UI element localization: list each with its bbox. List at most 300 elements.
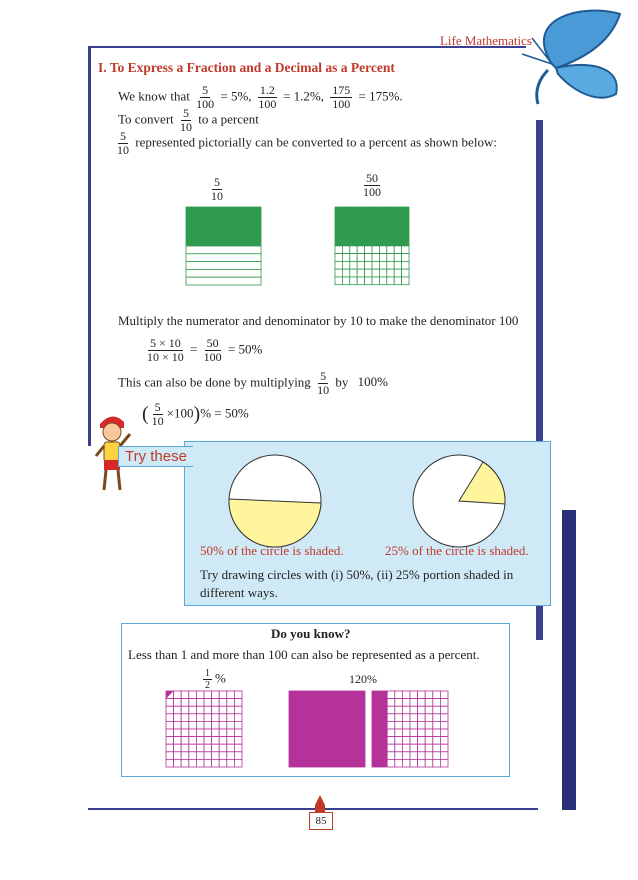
grid-cell	[335, 691, 343, 699]
grid-cell	[380, 737, 388, 745]
grid-cell	[440, 699, 448, 707]
grid-cell	[357, 759, 365, 767]
fraction-denominator: 10	[317, 383, 330, 397]
grid-cell	[402, 238, 409, 246]
grid-cell	[372, 246, 379, 254]
grid-cell	[342, 246, 349, 254]
grid-cell	[335, 699, 343, 707]
grid-cell	[372, 238, 379, 246]
grid-cell	[312, 737, 320, 745]
grid-cell	[350, 729, 358, 737]
grid-cell	[350, 246, 357, 254]
grid-cell	[196, 706, 204, 714]
grid-cell	[181, 691, 189, 699]
grid-cell	[297, 714, 305, 722]
grid-cell	[402, 269, 409, 277]
grid-cell	[372, 207, 379, 215]
fraction-numerator: 5	[183, 106, 190, 120]
grid-cell	[304, 752, 312, 760]
grid-cell	[357, 269, 364, 277]
grid-cell	[350, 706, 358, 714]
value-text: = 1.2%,	[283, 88, 324, 104]
try-these-label: Try these	[118, 446, 193, 467]
grid-cell	[379, 246, 386, 254]
grid-cell	[350, 254, 357, 262]
grid-cell	[418, 744, 426, 752]
grid-cell	[433, 744, 441, 752]
grid-cell	[219, 721, 227, 729]
grid-cell	[440, 706, 448, 714]
grid-cell	[342, 699, 350, 707]
grid-cell	[189, 706, 197, 714]
grid-cell	[335, 729, 343, 737]
twenty-percent-grid	[371, 690, 449, 768]
grid-cell	[350, 759, 358, 767]
grid-cell	[387, 254, 394, 262]
grid-cell	[372, 269, 379, 277]
grid-cell	[410, 699, 418, 707]
grid-cell	[433, 729, 441, 737]
grid-cell	[410, 737, 418, 745]
grid-cell	[350, 691, 358, 699]
grid-cell	[350, 223, 357, 231]
grid-cell	[394, 207, 401, 215]
grid-cell	[402, 699, 410, 707]
grid-cell	[319, 691, 327, 699]
grid-cell	[350, 215, 357, 223]
grid-cell	[297, 699, 305, 707]
grid-cell	[219, 714, 227, 722]
fraction-numerator: 5	[320, 369, 327, 383]
grid-cell	[227, 729, 235, 737]
grid-cell	[387, 729, 395, 737]
do-you-know-text: Less than 1 and more than 100 can also be represented as a percent.	[128, 647, 480, 662]
grid-cell	[289, 699, 297, 707]
fraction-numerator: 50	[366, 171, 378, 185]
grid-cell	[327, 737, 335, 745]
grid-cell	[212, 737, 220, 745]
also-line	[118, 370, 388, 397]
grid-cell	[227, 699, 235, 707]
grid-cell	[312, 721, 320, 729]
grid-cell	[402, 721, 410, 729]
grid-cell	[327, 729, 335, 737]
value-text: = 5%,	[220, 88, 252, 104]
grid-cell	[297, 744, 305, 752]
grid-cell	[357, 714, 365, 722]
page-frame-right-accent	[562, 510, 576, 810]
grid-cell	[312, 752, 320, 760]
grid-cell	[189, 691, 197, 699]
times-100-text: ×100	[166, 405, 194, 421]
fraction-denominator: 10	[151, 414, 164, 428]
grid-cell	[227, 706, 235, 714]
grid-cell	[357, 721, 365, 729]
grid-cell	[418, 714, 426, 722]
hundredths-grid-figure	[334, 206, 410, 286]
grid-cell	[312, 714, 320, 722]
grid-cell	[394, 223, 401, 231]
grid-cell	[410, 759, 418, 767]
grid-cell	[189, 744, 197, 752]
grid-cell	[394, 246, 401, 254]
grid-cell	[196, 737, 204, 745]
grid-cell	[181, 706, 189, 714]
grid-cell	[189, 699, 197, 707]
grid-cell	[380, 714, 388, 722]
grid-cell	[227, 737, 235, 745]
grid-cell	[234, 699, 242, 707]
grid-cell	[289, 721, 297, 729]
grid-cell	[304, 699, 312, 707]
grid-cell	[365, 261, 372, 269]
grid-cell	[289, 752, 297, 760]
grid-cell	[204, 759, 212, 767]
section-heading: I. To Express a Fraction and a Decimal as a Percent	[98, 60, 395, 75]
grid-cell	[387, 699, 395, 707]
grid-cell	[410, 744, 418, 752]
grid-cell	[181, 744, 189, 752]
grid-cell	[342, 277, 349, 285]
grid-cell	[189, 714, 197, 722]
grid-cell	[350, 744, 358, 752]
grid-cell	[379, 277, 386, 285]
grid-cell	[418, 737, 426, 745]
grid-cell	[342, 207, 349, 215]
grid-cell	[425, 721, 433, 729]
grid-cell	[357, 752, 365, 760]
grid-cell	[372, 729, 380, 737]
grid-cell	[174, 759, 182, 767]
grid-cell	[204, 737, 212, 745]
grid-cell	[166, 729, 174, 737]
grid-cell	[319, 737, 327, 745]
grid-cell	[395, 729, 403, 737]
grid-cell	[289, 744, 297, 752]
grid-cell	[181, 759, 189, 767]
grid-cell	[350, 230, 357, 238]
grid-cell	[365, 223, 372, 231]
grid-cell	[365, 269, 372, 277]
grid-cell	[357, 230, 364, 238]
grid-cell	[433, 714, 441, 722]
grid-cell	[335, 277, 342, 285]
fraction-denominator: 10	[211, 189, 223, 203]
grid-cell	[410, 706, 418, 714]
grid-cell	[440, 714, 448, 722]
strip-row	[186, 223, 261, 231]
strip-row	[186, 277, 261, 285]
grid-cell	[289, 706, 297, 714]
strip-row	[186, 238, 261, 246]
grid-cell	[335, 759, 343, 767]
grid-cell	[357, 729, 365, 737]
grid-cell	[387, 269, 394, 277]
grid-cell	[418, 752, 426, 760]
grid-cell	[342, 714, 350, 722]
grid-cell	[418, 706, 426, 714]
strip-row	[186, 230, 261, 238]
grid-cell	[212, 691, 220, 699]
grid-cell	[372, 699, 380, 707]
grid-cell	[379, 261, 386, 269]
grid-cell	[181, 721, 189, 729]
grid-cell	[166, 744, 174, 752]
fraction-numerator: 1.2	[259, 83, 275, 97]
grid-cell	[425, 744, 433, 752]
grid-cell	[342, 269, 349, 277]
grid-cell	[350, 238, 357, 246]
grid-cell	[387, 223, 394, 231]
grid-cell	[219, 759, 227, 767]
grid-cell	[196, 691, 204, 699]
grid-cell	[227, 714, 235, 722]
multiply-instruction: Multiply the numerator and denominator by 10 to make the denominator 100	[118, 313, 519, 328]
grid-cell	[350, 752, 358, 760]
grid-cell	[387, 706, 395, 714]
grid-cell	[312, 744, 320, 752]
convert-prefix: To convert	[118, 111, 174, 127]
grid-cell	[402, 277, 409, 285]
grid-cell	[166, 721, 174, 729]
grid-cell	[425, 714, 433, 722]
grid-cell	[380, 752, 388, 760]
grid-cell	[402, 729, 410, 737]
fraction-denominator: 100	[332, 97, 351, 111]
tenths-strip-figure	[185, 206, 263, 286]
grid-cell	[319, 752, 327, 760]
fraction-denominator: 10	[117, 143, 129, 157]
grid-cell	[350, 269, 357, 277]
grid-cell	[219, 706, 227, 714]
caption-half: 50% of the circle is shaded.	[200, 543, 344, 558]
do-you-know-title: Do you know?	[271, 626, 351, 641]
grid-cell	[387, 744, 395, 752]
parenthesis-equation: ( $\frac{5}{10}$ ×100)% = 50%	[142, 400, 249, 428]
grid-cell	[327, 744, 335, 752]
butterfly-icon	[512, 8, 634, 112]
grid-cell	[380, 691, 388, 699]
grid-cell	[181, 729, 189, 737]
grid-cell	[342, 215, 349, 223]
grid-cell	[297, 737, 305, 745]
onetwenty-label: 120%	[349, 672, 377, 686]
grid-cell	[357, 261, 364, 269]
grid-cell	[365, 254, 372, 262]
fraction-denominator: 100	[258, 97, 277, 111]
grid-cell	[234, 706, 242, 714]
grid-cell	[181, 737, 189, 745]
grid-cell	[219, 729, 227, 737]
grid-cell	[212, 744, 220, 752]
grid-cell	[166, 714, 174, 722]
grid-cell	[425, 691, 433, 699]
grid-cell	[402, 714, 410, 722]
grid-cell	[350, 277, 357, 285]
fraction-denominator: 100	[196, 97, 215, 111]
grid-cell	[395, 744, 403, 752]
grid-cell	[166, 706, 174, 714]
grid-cell	[189, 721, 197, 729]
grid-cell	[402, 261, 409, 269]
grid-cell	[402, 223, 409, 231]
grid-cell	[174, 699, 182, 707]
grid-cell	[304, 759, 312, 767]
grid-cell	[372, 759, 380, 767]
grid-cell	[335, 706, 343, 714]
grid-cell	[234, 737, 242, 745]
fraction-5-10	[317, 370, 329, 397]
grid-cell	[357, 737, 365, 745]
grid-cell	[227, 691, 235, 699]
grid-cell	[234, 729, 242, 737]
grid-cell	[372, 744, 380, 752]
grid-cell	[372, 277, 379, 285]
grid-cell	[387, 230, 394, 238]
grid-cell	[174, 729, 182, 737]
grid-cell	[212, 759, 220, 767]
grid-cell	[379, 238, 386, 246]
grid-cell	[342, 737, 350, 745]
grid-cell	[394, 269, 401, 277]
grid-cell	[342, 261, 349, 269]
grid-cell	[357, 215, 364, 223]
grid-cell	[402, 752, 410, 760]
grid-cell	[166, 699, 174, 707]
grid-cell	[204, 729, 212, 737]
grid-cell	[319, 729, 327, 737]
grid-cell	[425, 729, 433, 737]
fraction-denominator: 100	[203, 350, 222, 364]
grid-cell	[234, 744, 242, 752]
grid-cell	[387, 277, 394, 285]
grid-cell	[342, 691, 350, 699]
pencil-icon	[313, 795, 327, 813]
grid-cell	[234, 759, 242, 767]
grid-cell	[335, 238, 342, 246]
grid-cell	[365, 238, 372, 246]
grid-cell	[365, 230, 372, 238]
grid-cell	[433, 737, 441, 745]
grid-cell	[196, 744, 204, 752]
grid-cell	[440, 691, 448, 699]
grid-cell	[335, 230, 342, 238]
grid-cell	[357, 699, 365, 707]
grid-cell	[342, 759, 350, 767]
grid-cell	[380, 759, 388, 767]
caption-quarter: 25% of the circle is shaded.	[385, 543, 529, 558]
fraction-numerator: 5	[120, 129, 126, 143]
equation-line	[144, 337, 262, 364]
grid-cell	[394, 215, 401, 223]
grid-cell	[387, 207, 394, 215]
grid-cell	[342, 729, 350, 737]
grid-cell	[335, 269, 342, 277]
grid-cell	[297, 721, 305, 729]
grid-cell	[387, 714, 395, 722]
grid-cell	[357, 706, 365, 714]
grid-cell	[219, 691, 227, 699]
grid-cell	[387, 238, 394, 246]
grid-cell	[297, 752, 305, 760]
grid-cell	[387, 759, 395, 767]
grid-cell	[304, 729, 312, 737]
grid-cell	[394, 230, 401, 238]
grid-cell	[335, 207, 342, 215]
page-number: 85	[309, 812, 333, 830]
left-figure-label	[208, 176, 226, 203]
grid-cell	[379, 254, 386, 262]
grid-cell	[319, 721, 327, 729]
grid-cell	[394, 254, 401, 262]
try-instruction-line2: different ways.	[200, 585, 278, 600]
grid-cell	[204, 744, 212, 752]
grid-cell	[440, 737, 448, 745]
grid-cell	[395, 714, 403, 722]
grid-cell	[196, 714, 204, 722]
grid-cell	[189, 752, 197, 760]
circle-half-shaded	[226, 452, 324, 550]
grid-cell	[379, 223, 386, 231]
grid-cell	[425, 752, 433, 760]
grid-cell	[212, 752, 220, 760]
grid-cell	[219, 744, 227, 752]
grid-cell	[402, 215, 409, 223]
grid-cell	[433, 699, 441, 707]
grid-cell	[327, 721, 335, 729]
grid-cell	[189, 759, 197, 767]
grid-cell	[289, 759, 297, 767]
convert-suffix: to a percent	[198, 111, 259, 127]
grid-cell	[174, 691, 182, 699]
fraction-denominator: 2	[205, 680, 210, 691]
grid-cell	[342, 752, 350, 760]
grid-cell	[372, 714, 380, 722]
grid-cell	[372, 215, 379, 223]
grid-cell	[297, 706, 305, 714]
fraction-numerator: 5 × 10	[150, 336, 181, 350]
grid-cell	[350, 207, 357, 215]
grid-cell	[440, 759, 448, 767]
grid-cell	[335, 752, 343, 760]
grid-cell	[418, 729, 426, 737]
grid-cell	[440, 744, 448, 752]
grid-cell	[174, 714, 182, 722]
grid-cell	[395, 721, 403, 729]
grid-cell	[410, 714, 418, 722]
grid-cell	[357, 277, 364, 285]
grid-cell	[372, 261, 379, 269]
grid-cell	[319, 759, 327, 767]
grid-cell	[335, 721, 343, 729]
grid-cell	[319, 714, 327, 722]
grid-cell	[387, 261, 394, 269]
grid-cell	[304, 737, 312, 745]
grid-cell	[342, 238, 349, 246]
grid-cell	[380, 729, 388, 737]
grid-cell	[387, 215, 394, 223]
grid-cell	[327, 691, 335, 699]
grid-cell	[387, 246, 394, 254]
grid-cell	[234, 752, 242, 760]
grid-cell	[433, 759, 441, 767]
grid-cell	[365, 215, 372, 223]
grid-cell	[402, 691, 410, 699]
fraction-numerator: 50	[206, 336, 219, 350]
grid-cell	[372, 230, 379, 238]
grid-cell	[395, 691, 403, 699]
grid-cell	[166, 752, 174, 760]
